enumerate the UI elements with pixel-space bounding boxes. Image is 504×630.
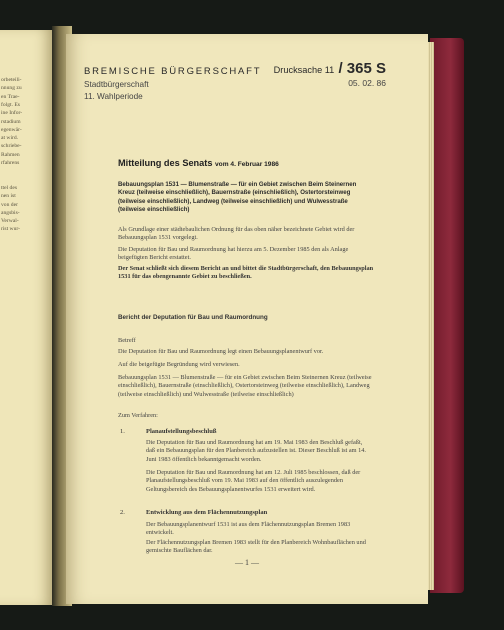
drucksache-label: Drucksache 11	[273, 65, 335, 75]
item-2-number: 2.	[120, 509, 125, 516]
left-page-fragment: rist wur-	[1, 226, 20, 233]
item-1-paragraph-2: Die Deputation für Bau und Raumordnung hat am 12. Juli 1985 beschlossen, daß der Planaufstellungsbeschluß vom 19. Mai 1983 auf den öffentlich auszulegenden Geltungsbereich des Bebauungsplanentwurfes 1531 erweitert wird.	[146, 469, 361, 493]
organization-name: BREMISCHE BÜRGERSCHAFT	[84, 66, 262, 77]
left-page-fragment: von der	[1, 201, 18, 208]
left-page-fragment: folgt. Es	[1, 101, 20, 108]
bericht-paragraph-1: Die Deputation für Bau und Raumordnung legt einen Bebauungsplanentwurf vor.	[118, 348, 324, 355]
document-page	[66, 34, 428, 604]
item-1-paragraph-1: Die Deputation für Bau und Raumordnung hat am 19. Mai 1983 den Beschluß gefaßt, daß ein Bebauungsplan für den Planbereich aufzustellen ist. Dieser Beschluß ist am 14. Juni 1983 öffentlich bekanntgemacht worden.	[146, 439, 366, 463]
header-right	[274, 60, 386, 88]
mitteilung-heading: Mitteilung des Senats	[118, 158, 213, 168]
left-page-fragment: ttel des	[1, 184, 18, 191]
chamber-name: Stadtbürgerschaft	[84, 80, 149, 89]
book-cover-edge	[430, 38, 464, 593]
page-number: — 1 —	[235, 558, 259, 567]
left-page-fragment: en Trae-	[1, 93, 20, 100]
left-page-fragment: angsbis-	[1, 209, 20, 216]
left-page-fragment: ine Infor-	[1, 110, 23, 117]
left-page-fragment: schriebe-	[1, 143, 22, 150]
intro-paragraph-1: Als Grundlage einer städtebaulichen Ordnung für das oben näher bezeichnete Gebiet wird der Bebauungsplan 1531 vorgelegt.	[118, 226, 355, 242]
left-page-fragment: Rahmen	[1, 151, 20, 158]
betreff-label: Betreff	[118, 337, 136, 344]
left-page-fragment: egenwär-	[1, 126, 22, 133]
item-2-paragraph-1: Der Bebauungsplanentwurf 1531 ist aus dem Flächennutzungsplan Bremen 1983 entwickelt.	[146, 521, 351, 537]
drucksache-number: 365 S	[346, 60, 386, 77]
item-2-paragraph-2: Der Flächennutzungsplan Bremen 1983 stellt für den Planbereich Wohnbauflächen und gemischte Bauflächen dar.	[146, 539, 366, 555]
drucksache	[274, 60, 386, 77]
left-page-fragment: rfahrens	[1, 160, 20, 166]
intro-paragraph-2: Die Deputation für Bau und Raumordnung hat hierzu am 5. Dezember 1985 den als Anlage beigefügten Bericht erstattet.	[118, 246, 349, 262]
legislative-period: 11. Wahlperiode	[84, 92, 143, 101]
intro-paragraph-3: Der Senat schließt sich diesem Bericht an und bittet die Stadtbürgerschaft, den Bebauungsplan 1531 für das obengenannte Gebiet zu beschließen.	[118, 265, 374, 281]
bericht-title: Bericht der Deputation für Bau und Raumordnung	[118, 314, 268, 321]
subject-block: Bebauungsplan 1531 — Blumenstraße — für ein Gebiet zwischen Beim Steinernen Kreuz (teilweise einschließlich), Bauernstraße (einschließlich), Ostertorsteinweg (teilweise einschließlich), Landweg (teilweise einschließlich) und Wulwesstraße (teilweise einschließlich)	[118, 181, 357, 214]
previous-page	[0, 30, 52, 605]
item-1-number: 1.	[120, 428, 125, 435]
left-page-fragment: orbeteili-	[1, 77, 22, 83]
item-2-heading: Entwicklung aus dem Flächennutzungsplan	[146, 509, 268, 516]
mitteilung-title	[118, 158, 279, 168]
bericht-paragraph-3: Bebauungsplan 1531 — Blumenstraße — für ein Gebiet zwischen Beim Steinernen Kreuz (teilweise einschließlich), Bauernstraße (einschließlich), Ostertorsteinweg (teilweise einschließlich), Landweg (teilweise einschließlich) und Wulwesstraße (teilweise einschließlich)	[118, 374, 372, 398]
item-1-heading: Planaufstellungsbeschluß	[146, 428, 217, 435]
header-left	[84, 66, 261, 101]
left-page-fragment: at wird.	[1, 135, 19, 142]
left-page-fragment: rstadium	[1, 118, 21, 125]
left-page-fragment: Verwal-	[1, 218, 19, 225]
document-date: 05. 02. 86	[348, 78, 386, 88]
left-page-fragment: nnung zu	[1, 85, 22, 92]
drucksache-separator: /	[334, 60, 347, 77]
left-page-fragment: nen ist	[1, 193, 16, 200]
mitteilung-date: vom 4. Februar 1986	[215, 161, 279, 168]
zum-verfahren: Zum Verfahren:	[118, 412, 158, 419]
bericht-paragraph-2: Auf die beigefügte Begründung wird verwiesen.	[118, 361, 240, 368]
